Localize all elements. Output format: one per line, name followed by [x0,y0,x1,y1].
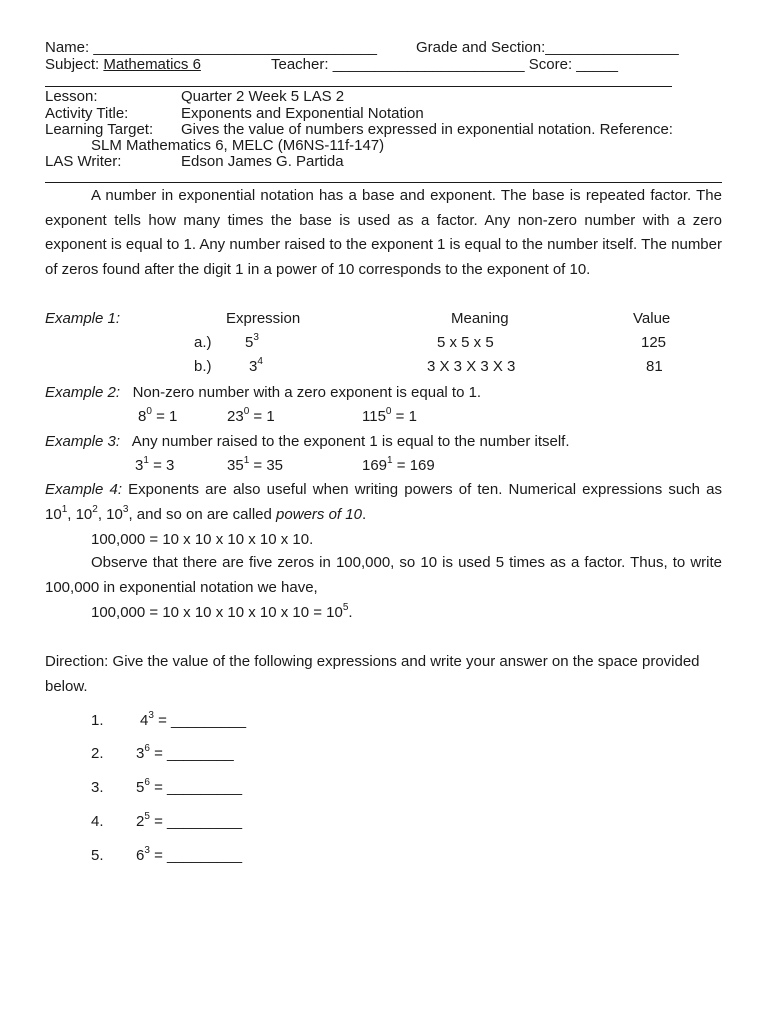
example3-label: Example 3: [45,433,121,450]
example4-paragraph: Example 4: Exponents are also useful when writing powers of ten. Numerical expressions such as $10^1$, $10^2$, $10^3$, and so on are called powers of 10. [45,481,722,523]
example1-row-value: 125 [641,334,667,351]
example1-row-meaning: 5 x 5 x 5 [437,334,494,351]
teacher-blank: _______________________ [332,56,525,73]
example2-label: Example 2: [45,384,121,401]
example3-text: Any number raised to the exponent 1 is equal to the number itself. [131,433,570,450]
example4-equation-1: 100,000 = 10 x 10 x 10 x 10 x 10. [91,531,314,548]
example4-equation-2: 100,000 = 10 x 10 x 10 x 10 x $10 = 10^5$. [91,602,353,621]
example4-observe: Observe that there are five zeros in 100,000, so 10 is used 5 times as a factor. Thus, to write 100,000 in exponential notation we have, [45,554,722,596]
exercise-item: $2^5$ = _________ [136,811,243,830]
activity-label: Activity Title: [45,105,129,122]
example1-col-value: Value [633,310,671,327]
example3-item: $169^1 = 169$ [362,455,435,474]
score-label: Score: [528,56,573,73]
example1-row-letter: a.) [194,334,212,351]
exercise-number: 4. [91,813,104,830]
example1-row-expression: $3^4$ [249,356,263,375]
subject-value: Mathematics 6 [103,56,201,73]
direction-text: Direction: Give the value of the following expressions and write your answer on the space provided below. [45,653,700,695]
exercise-item: $6^3$ = _________ [136,845,243,864]
teacher-row [271,56,618,73]
target-label: Learning Target: [45,121,154,138]
example3-item: $3^1 = 3$ [135,455,175,474]
example2-item: $115^0 = 1$ [362,406,417,425]
name-label: Name: [45,39,90,56]
name-blank: __________________________________ [93,39,377,56]
header-divider [45,86,672,87]
example4-label: Example 4: [45,481,122,498]
example3-item: $35^1 = 35$ [227,455,284,474]
example2-item: $23^0 = 1$ [227,406,275,425]
subject-row [45,56,201,73]
example1-label: Example 1: [45,310,121,327]
grade-blank: ________________ [545,39,679,56]
example2-line [45,384,481,401]
exercise-number: 5. [91,847,104,864]
lesson-value: Quarter 2 Week 5 LAS 2 [181,88,345,105]
example2-item: $8^0 = 1$ [138,406,178,425]
exercise-item: $5^6$ = _________ [136,777,243,796]
name-row [45,39,377,56]
target-reference: SLM Mathematics 6, MELC (M6NS-11f-147) [91,137,385,154]
grade-label: Grade and Section: [416,39,546,56]
example1-row-letter: b.) [194,358,212,375]
grade-section-row [416,39,679,56]
teacher-label: Teacher: [271,56,329,73]
section-divider [45,182,722,183]
example2-text: Non-zero number with a zero exponent is equal to 1. [132,384,482,401]
example1-row-expression: $5^3$ [245,332,259,351]
exercise-number: 2. [91,745,104,762]
example1-col-meaning: Meaning [451,310,509,327]
intro-paragraph: A number in exponential notation has a base and exponent. The base is repeated factor. The exponent tells how many times the base is used as a factor. Any non-zero number with a zero exponent is equal to 1. Any number raised to the exponent 1 is equal to the number itself. The number of zeros found after the digit 1 in a power of 10 corresponds to the exponent of 10. [45,187,722,278]
exercise-item: $4^3$ = _________ [140,710,247,729]
exercise-number: 3. [91,779,104,796]
example1-col-expression: Expression [226,310,301,327]
subject-label: Subject: [45,56,100,73]
target-value: Gives the value of numbers expressed in exponential notation. Reference: [181,121,673,138]
writer-label: LAS Writer: [45,153,122,170]
score-blank: _____ [576,56,619,73]
activity-value: Exponents and Exponential Notation [181,105,424,122]
writer-value: Edson James G. Partida [181,153,344,170]
example1-row-value: 81 [646,358,663,375]
exercise-item: $3^6$ = ________ [136,743,234,762]
example1-row-meaning: 3 X 3 X 3 X 3 [427,358,516,375]
lesson-label: Lesson: [45,88,98,105]
example3-line [45,433,570,450]
exercise-number: 1. [91,712,104,729]
